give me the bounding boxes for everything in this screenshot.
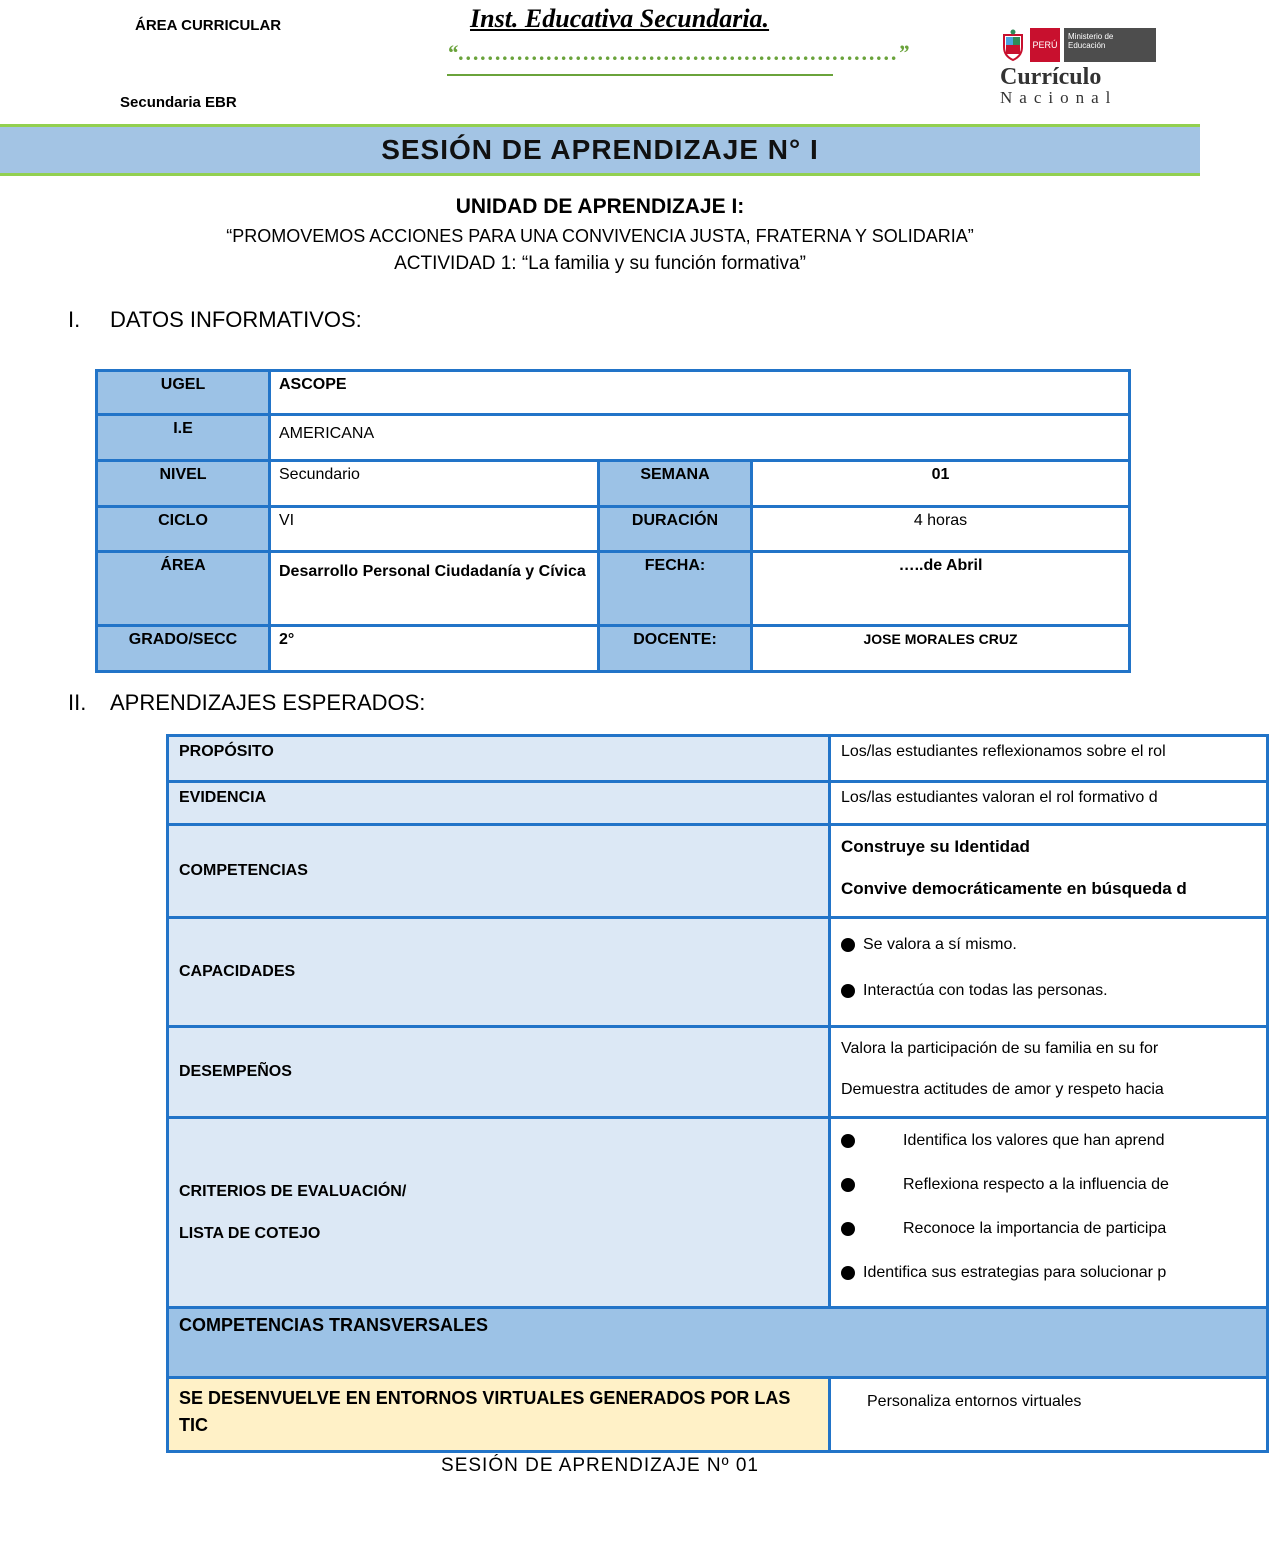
table-row (168, 918, 1268, 1027)
fecha-label: FECHA: (599, 552, 752, 626)
table-row (168, 782, 1268, 825)
table-row (97, 507, 1130, 552)
criterios-label-line: CRITERIOS DE EVALUACIÓN/ (179, 1182, 407, 1200)
list-item (841, 1163, 1256, 1207)
unit-title: UNIDAD DE APRENDIZAJE I: (455, 195, 745, 218)
session-title: SESIÓN DE APRENDIZAJE N° I (381, 134, 819, 165)
bullet-icon (841, 1222, 855, 1236)
table-row (97, 415, 1130, 461)
section-aprendizajes-heading (68, 690, 425, 716)
level-label: Secundaria EBR (120, 94, 237, 111)
criterio-text: Identifica sus estrategias para solucionar p (863, 1264, 1167, 1281)
docente-label: DOCENTE: (599, 626, 752, 672)
nacional-label: Nacional (1000, 88, 1118, 107)
aprendizajes-table (166, 734, 1269, 1453)
activity-title: ACTIVIDAD 1: “La familia y su función formativa” (394, 253, 806, 274)
nivel-label: NIVEL (97, 461, 270, 507)
curriculo-nacional-logo (1000, 28, 1162, 108)
desempenos-list (830, 1027, 1268, 1118)
table-row (97, 552, 1130, 626)
ie-label: I.E (97, 415, 270, 461)
section-number: II. (68, 690, 87, 715)
table-row (97, 371, 1130, 415)
bullet-icon (841, 938, 855, 952)
evidencia-value: Los/las estudiantes valoran el rol formativo d (830, 782, 1268, 825)
table-row (168, 1378, 1268, 1452)
duracion-value: 4 horas (752, 507, 1130, 552)
unit-name: “PROMOVEMOS ACCIONES PARA UNA CONVIVENCIA JUSTA, FRATERNA Y SOLIDARIA” (226, 226, 974, 246)
ciclo-label: CICLO (97, 507, 270, 552)
competencias-label: COMPETENCIAS (168, 825, 830, 918)
section-datos-heading (68, 307, 362, 333)
ugel-value: ASCOPE (270, 371, 1130, 415)
list-item (841, 922, 1256, 968)
capacidades-list (830, 918, 1268, 1027)
section-title: DATOS INFORMATIVOS: (110, 307, 362, 332)
desempeno-item: Valora la participación de su familia en su for (841, 1040, 1159, 1057)
capacidad-text: Interactúa con todas las personas. (863, 982, 1108, 999)
table-row (168, 736, 1268, 782)
ie-value: AMERICANA (270, 415, 1130, 461)
desempeno-item: Demuestra actitudes de amor y respeto hacia (841, 1081, 1164, 1098)
bullet-icon (841, 1134, 855, 1148)
table-row (168, 1308, 1268, 1378)
curriculo-label: Currículo (1000, 64, 1102, 90)
area-value: Desarrollo Personal Ciudadanía y Cívica (270, 552, 599, 626)
footer-session-label: SESIÓN DE APRENDIZAJE Nº 01 (441, 1455, 759, 1476)
list-item (841, 1119, 1256, 1163)
criterios-list (830, 1118, 1268, 1308)
section-title: APRENDIZAJES ESPERADOS: (110, 690, 426, 715)
coat-of-arms-icon (1000, 29, 1026, 61)
bullet-icon (841, 1266, 855, 1280)
criterio-text: Identifica los valores que han aprend (903, 1132, 1165, 1149)
criterio-text: Reconoce la importancia de participa (903, 1220, 1167, 1237)
capacidad-text: Se valora a sí mismo. (863, 936, 1017, 953)
bullet-icon (841, 984, 855, 998)
table-row (97, 461, 1130, 507)
criterio-text: Reflexiona respecto a la influencia de (903, 1176, 1169, 1193)
table-row (168, 825, 1268, 918)
grado-label: GRADO/SECC (97, 626, 270, 672)
peru-label: PERÚ (1030, 28, 1060, 62)
docente-value: JOSE MORALES CRUZ (752, 626, 1130, 672)
area-curricular-label: ÁREA CURRICULAR (135, 17, 282, 34)
capacidades-label: CAPACIDADES (168, 918, 830, 1027)
fecha-value: …..de Abril (752, 552, 1130, 626)
evidencia-label: EVIDENCIA (168, 782, 830, 825)
bullet-icon (841, 1178, 855, 1192)
tic-competencia-label: SE DESENVUELVE EN ENTORNOS VIRTUALES GENERADOS POR LAS TIC (168, 1378, 830, 1452)
table-row (168, 1118, 1268, 1308)
ciclo-value: VI (270, 507, 599, 552)
datos-informativos-table (95, 369, 1131, 673)
list-item (841, 1251, 1256, 1295)
proposito-label: PROPÓSITO (168, 736, 830, 782)
criterios-label (168, 1118, 830, 1308)
competencia-item: Convive democráticamente en búsqueda d (841, 879, 1187, 898)
ugel-label: UGEL (97, 371, 270, 415)
section-number: I. (68, 307, 81, 332)
list-item (841, 968, 1256, 1014)
semana-value: 01 (752, 461, 1130, 507)
table-row (97, 626, 1130, 672)
grado-value: 2° (270, 626, 599, 672)
criterios-label-line: LISTA DE COTEJO (179, 1224, 321, 1242)
table-row (168, 1027, 1268, 1118)
institution-quote: “……………………………………………………” (447, 40, 833, 76)
competencias-list (830, 825, 1268, 918)
nivel-value: Secundario (270, 461, 599, 507)
institution-title: Inst. Educativa Secundaria. (470, 4, 770, 33)
competencia-item: Construye su Identidad (841, 837, 1030, 856)
semana-label: SEMANA (599, 461, 752, 507)
ministry-label: Ministerio de Educación (1064, 28, 1156, 62)
list-item (841, 1207, 1256, 1251)
session-banner (0, 124, 1200, 176)
area-label: ÁREA (97, 552, 270, 626)
duracion-label: DURACIÓN (599, 507, 752, 552)
proposito-value: Los/las estudiantes reflexionamos sobre el rol (830, 736, 1268, 782)
competencias-transversales-label: COMPETENCIAS TRANSVERSALES (168, 1308, 1268, 1378)
desempenos-label: DESEMPEÑOS (168, 1027, 830, 1118)
tic-value: Personaliza entornos virtuales (830, 1378, 1268, 1452)
